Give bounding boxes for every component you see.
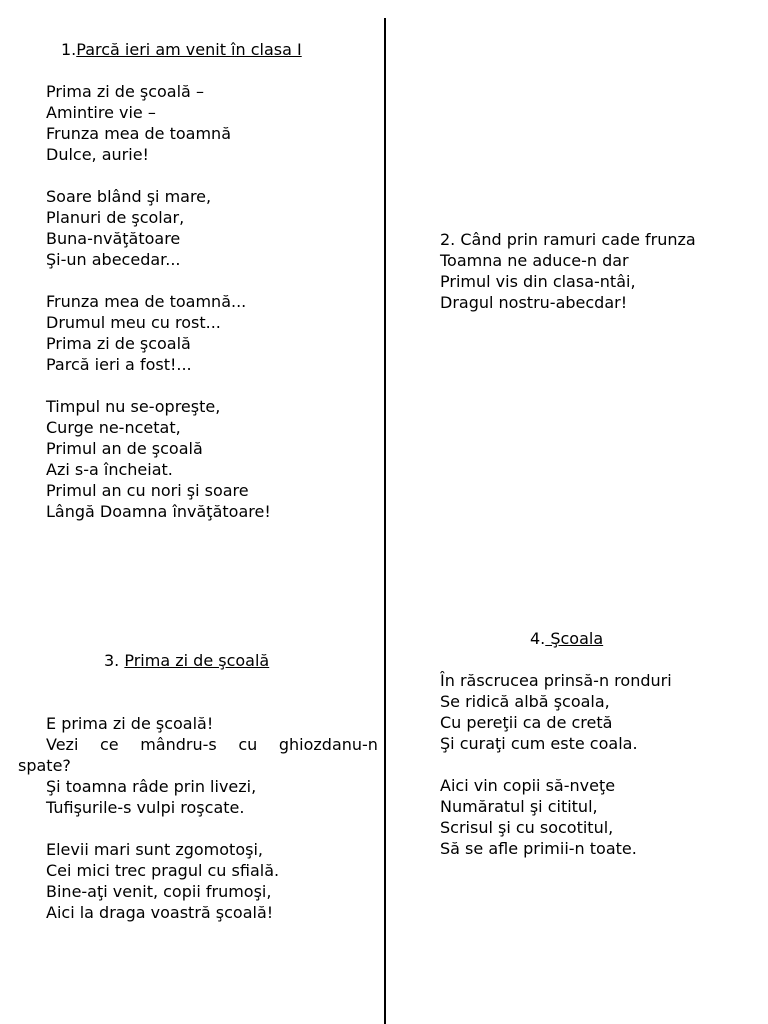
poem-line: Bine-aţi venit, copii frumoşi, xyxy=(46,882,272,901)
poem-word: mândru-s xyxy=(140,735,217,754)
poem-line: Primul an de şcoală xyxy=(46,439,203,458)
poem-line: Timpul nu se-opreşte, xyxy=(46,397,221,416)
poem-1-title xyxy=(0,39,380,60)
poem-line: 2. Când prin ramuri cade frunza xyxy=(440,230,696,249)
poem-line-justified xyxy=(46,734,378,755)
poem-1-stanza-4 xyxy=(0,396,380,522)
poem-line: Frunza mea de toamnă xyxy=(46,124,231,143)
poem-line: Prima zi de şcoală xyxy=(46,334,191,353)
poem-4-stanza-2 xyxy=(440,775,768,859)
poem-4 xyxy=(440,628,768,859)
poem-line: Lângă Doamna învăţătoare! xyxy=(46,502,271,521)
poem-1-stanza-1 xyxy=(0,81,380,165)
poem-line: Azi s-a încheiat. xyxy=(46,460,173,479)
poem-word: ghiozdanu-n xyxy=(278,735,378,754)
poem-line: Cei mici trec pragul cu sfială. xyxy=(46,861,280,880)
poem-line: Parcă ieri a fost!... xyxy=(46,355,192,374)
poem-line: Toamna ne aduce-n dar xyxy=(440,251,629,270)
poem-word: cu xyxy=(238,735,258,754)
poem-line: Primul vis din clasa-ntâi, xyxy=(440,272,636,291)
poem-line: Prima zi de şcoală – xyxy=(46,82,204,101)
poem-line: Tufişurile-s vulpi roşcate. xyxy=(46,798,245,817)
poem-line: spate? xyxy=(18,756,71,775)
poem-4-stanza-1 xyxy=(440,670,768,754)
poem-line: Frunza mea de toamnă... xyxy=(46,292,247,311)
poem-1-stanza-2 xyxy=(0,186,380,270)
poem-2-stanza xyxy=(440,229,768,313)
poem-line: Elevii mari sunt zgomotoşi, xyxy=(46,840,263,859)
poem-1-title-text: Parcă ieri am venit în clasa I xyxy=(76,40,302,59)
poem-line: Se ridică albă şcoala, xyxy=(440,692,610,711)
column-divider xyxy=(384,18,386,1024)
poem-4-title-text: Şcoala xyxy=(545,629,604,648)
poem-4-title xyxy=(440,628,768,649)
poem-3-title-text: Prima zi de şcoală xyxy=(124,651,270,670)
poem-1 xyxy=(0,39,380,522)
poem-line: Drumul meu cu rost... xyxy=(46,313,221,332)
poem-line: Aici vin copii să-nveţe xyxy=(440,776,616,795)
poem-4-number: 4. xyxy=(530,629,546,648)
poem-1-number: 1. xyxy=(61,40,77,59)
poem-line: Dragul nostru-abecdar! xyxy=(440,293,628,312)
poem-2 xyxy=(440,229,768,313)
poem-line: Aici la draga voastră şcoală! xyxy=(46,903,274,922)
poem-line: Şi-un abecedar... xyxy=(46,250,181,269)
poem-3-title xyxy=(0,650,380,671)
poem-line: Şi curaţi cum este coala. xyxy=(440,734,638,753)
poem-line: Număratul şi cititul, xyxy=(440,797,598,816)
poem-line: Să se afle primii-n toate. xyxy=(440,839,637,858)
poem-word: ce xyxy=(99,735,119,754)
poem-line: Dulce, aurie! xyxy=(46,145,149,164)
poem-3 xyxy=(0,650,380,923)
poem-word: Vezi xyxy=(46,735,79,754)
poem-line: Cu pereţii ca de cretă xyxy=(440,713,613,732)
poem-line: Planuri de şcolar, xyxy=(46,208,185,227)
poem-line: În răscrucea prinsă-n ronduri xyxy=(440,671,672,690)
poem-line: Soare blând şi mare, xyxy=(46,187,212,206)
poem-line: Curge ne-ncetat, xyxy=(46,418,181,437)
poem-line: E prima zi de şcoală! xyxy=(46,714,214,733)
poem-line: Şi toamna râde prin livezi, xyxy=(46,777,257,796)
poem-line: Primul an cu nori şi soare xyxy=(46,481,249,500)
poem-line: Amintire vie – xyxy=(46,103,156,122)
poem-3-stanza-2 xyxy=(0,839,380,923)
poem-3-stanza-1 xyxy=(0,713,380,818)
poem-1-stanza-3 xyxy=(0,291,380,375)
poem-line: Buna-nvăţătoare xyxy=(46,229,181,248)
poem-line: Scrisul şi cu socotitul, xyxy=(440,818,614,837)
poem-3-number: 3. xyxy=(104,651,125,670)
